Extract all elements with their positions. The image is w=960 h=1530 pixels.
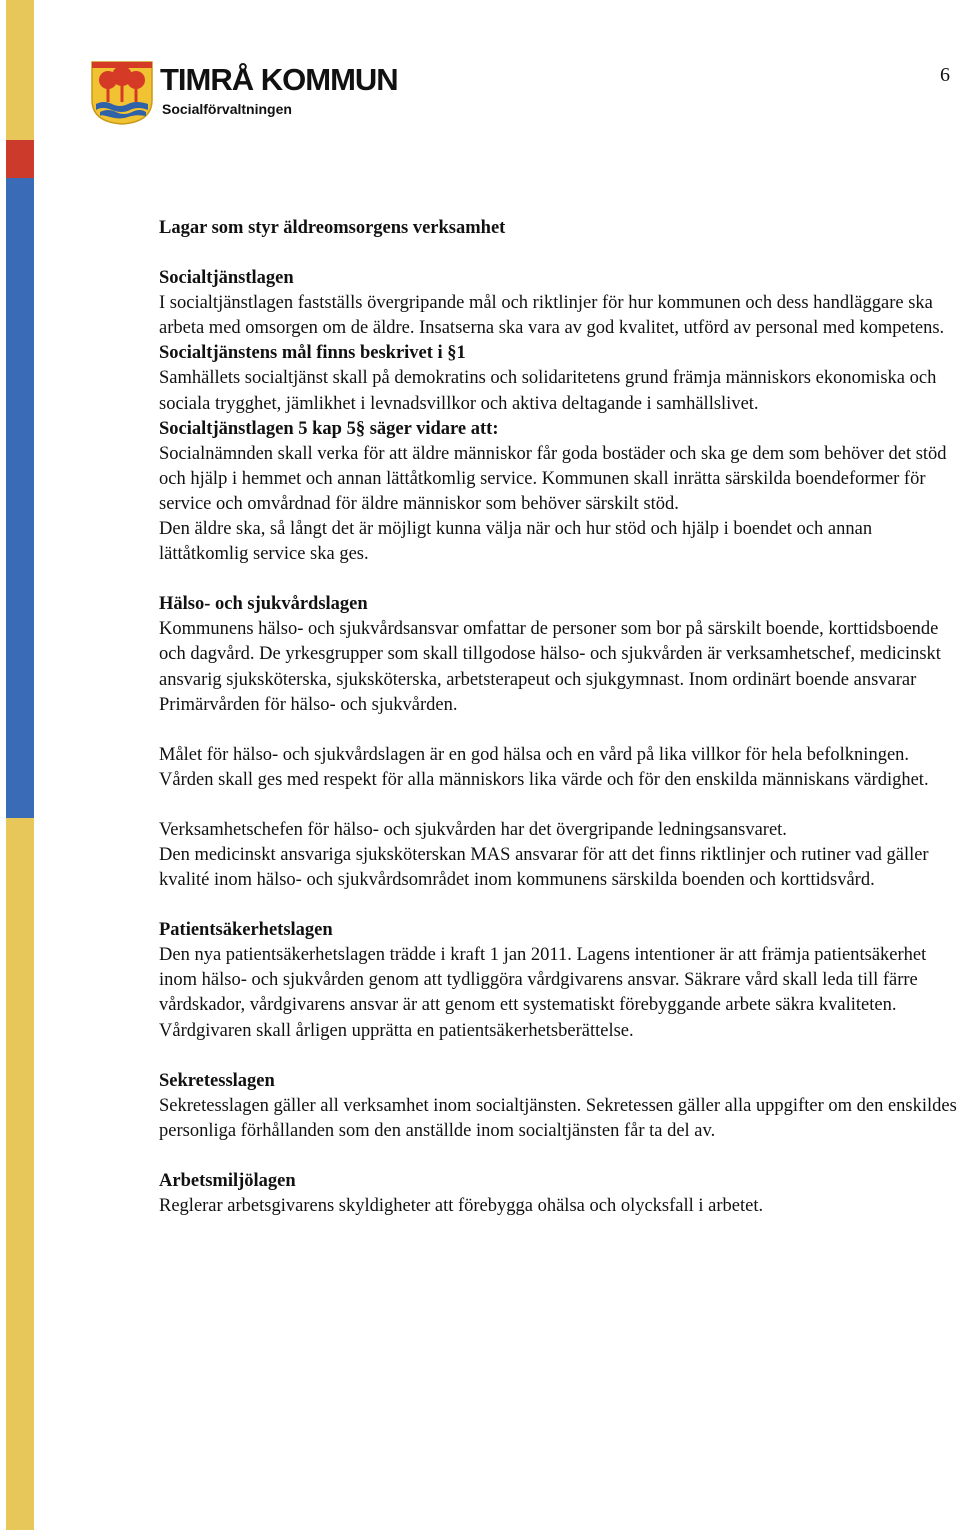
section-heading-patientsakerhetslagen: Patientsäkerhetslagen [159, 920, 333, 941]
paragraph: Socialnämnden skall verka för att äldre människor får goda bostäder och ska ge dem som behöver det stöd och hjälp i hemmet och annan lättåtkomlig service. Kommunen skall inrätta särskilda boendeformer för service och omvårdnad för äldre människor som behöver särskilt stöd. [159, 443, 947, 514]
paragraph: Reglerar arbetsgivarens skyldigheter att förebygga ohälsa och olycksfall i arbetet. [159, 1196, 764, 1216]
section-heading-halso-och-sjukvardslagen: Hälso- och sjukvårdslagen [159, 594, 368, 615]
section-heading-socialtjanstlagen: Socialtjänstlagen [159, 268, 294, 289]
logo-title: TIMRÅ KOMMUN [160, 62, 398, 97]
paragraph: Sekretesslagen gäller all verksamhet inom socialtjänsten. Sekretessen gäller alla uppgifter om den enskildes personliga förhållanden som den anställde inom socialtjänsten får ta del av. [159, 1095, 957, 1141]
section-heading-sekretesslagen: Sekretesslagen [159, 1070, 275, 1091]
municipality-logo [90, 60, 398, 130]
paragraph: I socialtjänstlagen fastställs övergripande mål och riktlinjer för hur kommunen och dess handläggare ska arbeta med omsorgen om de äldre. Insatserna ska vara av god kvalitet, utförd av personal med kompetens. [159, 293, 945, 339]
paragraph: Samhällets socialtjänst skall på demokratins och solidaritetens grund främja människors ekonomiska och sociala trygghet, jämlikhet i levnadsvillkor och aktiva deltagande i samhällslivet. [159, 368, 937, 414]
logo-subtitle: Socialförvaltningen [162, 101, 292, 117]
left-stripe-red [6, 140, 34, 178]
subheading: Socialtjänstens mål finns beskrivet i §1 [159, 343, 466, 364]
paragraph: Den äldre ska, så långt det är möjligt kunna välja när och hur stöd och hjälp i boendet och annan lättåtkomlig service ska ges. [159, 519, 873, 565]
paragraph: Den medicinskt ansvariga sjuksköterskan MAS ansvarar för att det finns riktlinjer och rutiner vad gäller kvalité inom hälso- och sjukvårdsområdet inom kommunens särskilda boenden och korttidsvård. [159, 844, 929, 891]
left-stripe-yellow-top [6, 0, 34, 140]
paragraph: Målet för hälso- och sjukvårdslagen är en god hälsa och en vård på lika villkor för hela befolkningen. Vården skall ges med respekt för alla människors lika värde och för den enskilda människans värdighet. [159, 744, 929, 790]
subheading: Socialtjänstlagen 5 kap 5§ säger vidare att: [159, 418, 499, 439]
document-body [159, 216, 959, 1219]
paragraph: Vårdgivaren skall årligen upprätta en patientsäkerhetsberättelse. [159, 1020, 634, 1041]
paragraph: Kommunens hälso- och sjukvårdsansvar omfattar de personer som bor på särskilt boende, korttidsboende och dagvård. De yrkesgrupper som skall tillgodose hälso- och sjukvården är verksamhetschef, medicinskt ansvarig sjuksköterska, sjuksköterska, arbetsterapeut och sjukgymnast. Inom ordinärt boende ansvarar Primärvården för hälso- och sjukvården. [159, 619, 941, 715]
document-title: Lagar som styr äldreomsorgens verksamhet [159, 218, 506, 238]
coat-of-arms-icon [90, 60, 154, 126]
section-heading-arbetsmiljolagen: Arbetsmiljölagen [159, 1170, 296, 1191]
paragraph: Den nya patientsäkerhetslagen trädde i kraft 1 jan 2011. Lagens intentioner är att främja patientsäkerhet inom hälso- och sjukvården genom att tydliggöra vårdgivarens ansvar. Säkrare vård skall leda till färre vårdskador, vårdgivarens ansvar är att genom ett systematiskt förebyggande arbete säkra kvaliteten. [159, 945, 927, 1016]
left-stripe-blue [6, 178, 34, 818]
page-number: 6 [940, 64, 950, 86]
left-stripe-yellow-bottom [6, 818, 34, 1530]
paragraph: Verksamhetschefen för hälso- och sjukvården har det övergripande ledningsansvaret. [159, 819, 787, 840]
